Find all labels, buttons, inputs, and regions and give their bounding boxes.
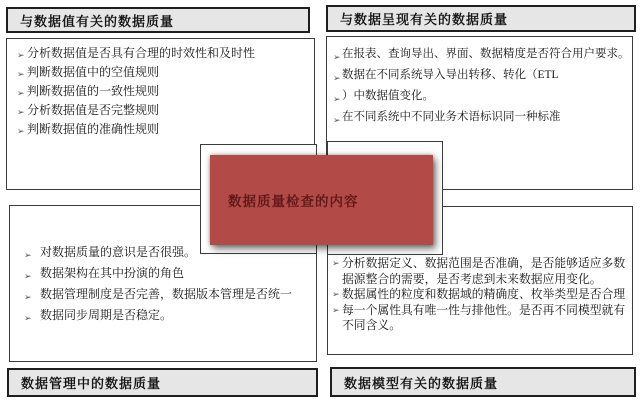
arrow-bullet-icon: ➢ xyxy=(333,53,341,63)
center-red-box-label: 数据质量检查的内容 xyxy=(228,194,359,209)
list-item-text: 分析数据值是否具有合理的时效性和及时性 xyxy=(27,46,256,60)
arrow-bullet-icon: ➢ xyxy=(17,51,25,61)
list-item-text: 判断数据值的准确性规则 xyxy=(27,122,160,136)
arrow-bullet-icon: ➢ xyxy=(24,314,32,324)
arrow-bullet-icon: ➢ xyxy=(17,108,25,118)
list-item-text: 数据属性的粒度和数据域的精确度、枚举类型是否合理 xyxy=(342,287,626,301)
list-item-text: 判断数据值中的空值规则 xyxy=(27,65,160,79)
list-item xyxy=(332,303,629,334)
list-item-text: 数据管理制度是否完善，数据版本管理是否统一 xyxy=(40,287,293,301)
list-item xyxy=(24,305,312,326)
arrow-bullet-icon: ➢ xyxy=(17,89,25,99)
list-item-text: 数据架构在其中扮演的角色 xyxy=(40,266,185,280)
header-top-left-label: 与数据值有关的数据质量 xyxy=(20,13,175,29)
list-item-text: 数据在不同系统导入导出转移、转化（ETL xyxy=(342,69,559,81)
list-item xyxy=(333,44,630,65)
arrow-bullet-icon: ➢ xyxy=(332,305,340,316)
header-bottom-left-label: 数据管理中的数据质量 xyxy=(21,376,162,391)
header-top-right xyxy=(326,5,636,32)
list-item-text: 数据同步周期是否稳定。 xyxy=(40,308,173,322)
arrow-bullet-icon: ➢ xyxy=(24,293,32,303)
arrow-bullet-icon: ➢ xyxy=(332,259,340,269)
arrow-bullet-icon: ➢ xyxy=(24,251,32,261)
list-item xyxy=(17,120,310,139)
list-item xyxy=(333,86,630,107)
list-item xyxy=(332,256,629,287)
arrow-bullet-icon: ➢ xyxy=(333,116,341,126)
list-item-text: 分析数据定义、数据范围是否准确，是否能够适应多数据源整合的需要，是否考虑到未来数据应用变化。 xyxy=(342,256,626,286)
list-item-text: ）中数据值变化。 xyxy=(342,90,434,102)
list-item xyxy=(17,44,310,63)
list-item xyxy=(17,101,310,120)
list-item xyxy=(17,63,310,82)
list-item xyxy=(24,263,312,284)
arrow-bullet-icon: ➢ xyxy=(17,70,25,80)
list-item-text: 在不同系统中不同业务术语标识同一种标准 xyxy=(342,111,561,123)
list-item xyxy=(17,82,310,101)
list-item xyxy=(333,65,630,86)
header-bottom-left xyxy=(7,368,318,397)
arrow-bullet-icon: ➢ xyxy=(333,74,341,84)
header-bottom-right xyxy=(330,367,636,397)
list-item-text: 对数据质量的意识是否很强。 xyxy=(40,245,197,259)
list-item-text: 判断数据值的一致性规则 xyxy=(27,84,160,98)
arrow-bullet-icon: ➢ xyxy=(24,272,32,282)
list-item-text: 在报表、查询导出、界面、数据精度是否符合用户要求。 xyxy=(342,48,630,60)
list-item-text: 每一个属性具有唯一性与排他性。是否再不同模型就有不同含义。 xyxy=(342,302,626,332)
center-red-box xyxy=(210,155,433,245)
arrow-bullet-icon: ➢ xyxy=(17,127,25,137)
arrow-bullet-icon: ➢ xyxy=(333,95,341,105)
header-top-left xyxy=(6,7,310,33)
list-item-text: 分析数据值是否完整规则 xyxy=(27,103,160,117)
arrow-bullet-icon: ➢ xyxy=(332,290,340,300)
header-bottom-right-label: 数据模型有关的数据质量 xyxy=(344,375,499,391)
list-item xyxy=(332,287,629,303)
header-top-right-label: 与数据呈现有关的数据质量 xyxy=(340,12,509,27)
list-item xyxy=(24,284,312,305)
list-item xyxy=(333,107,630,128)
